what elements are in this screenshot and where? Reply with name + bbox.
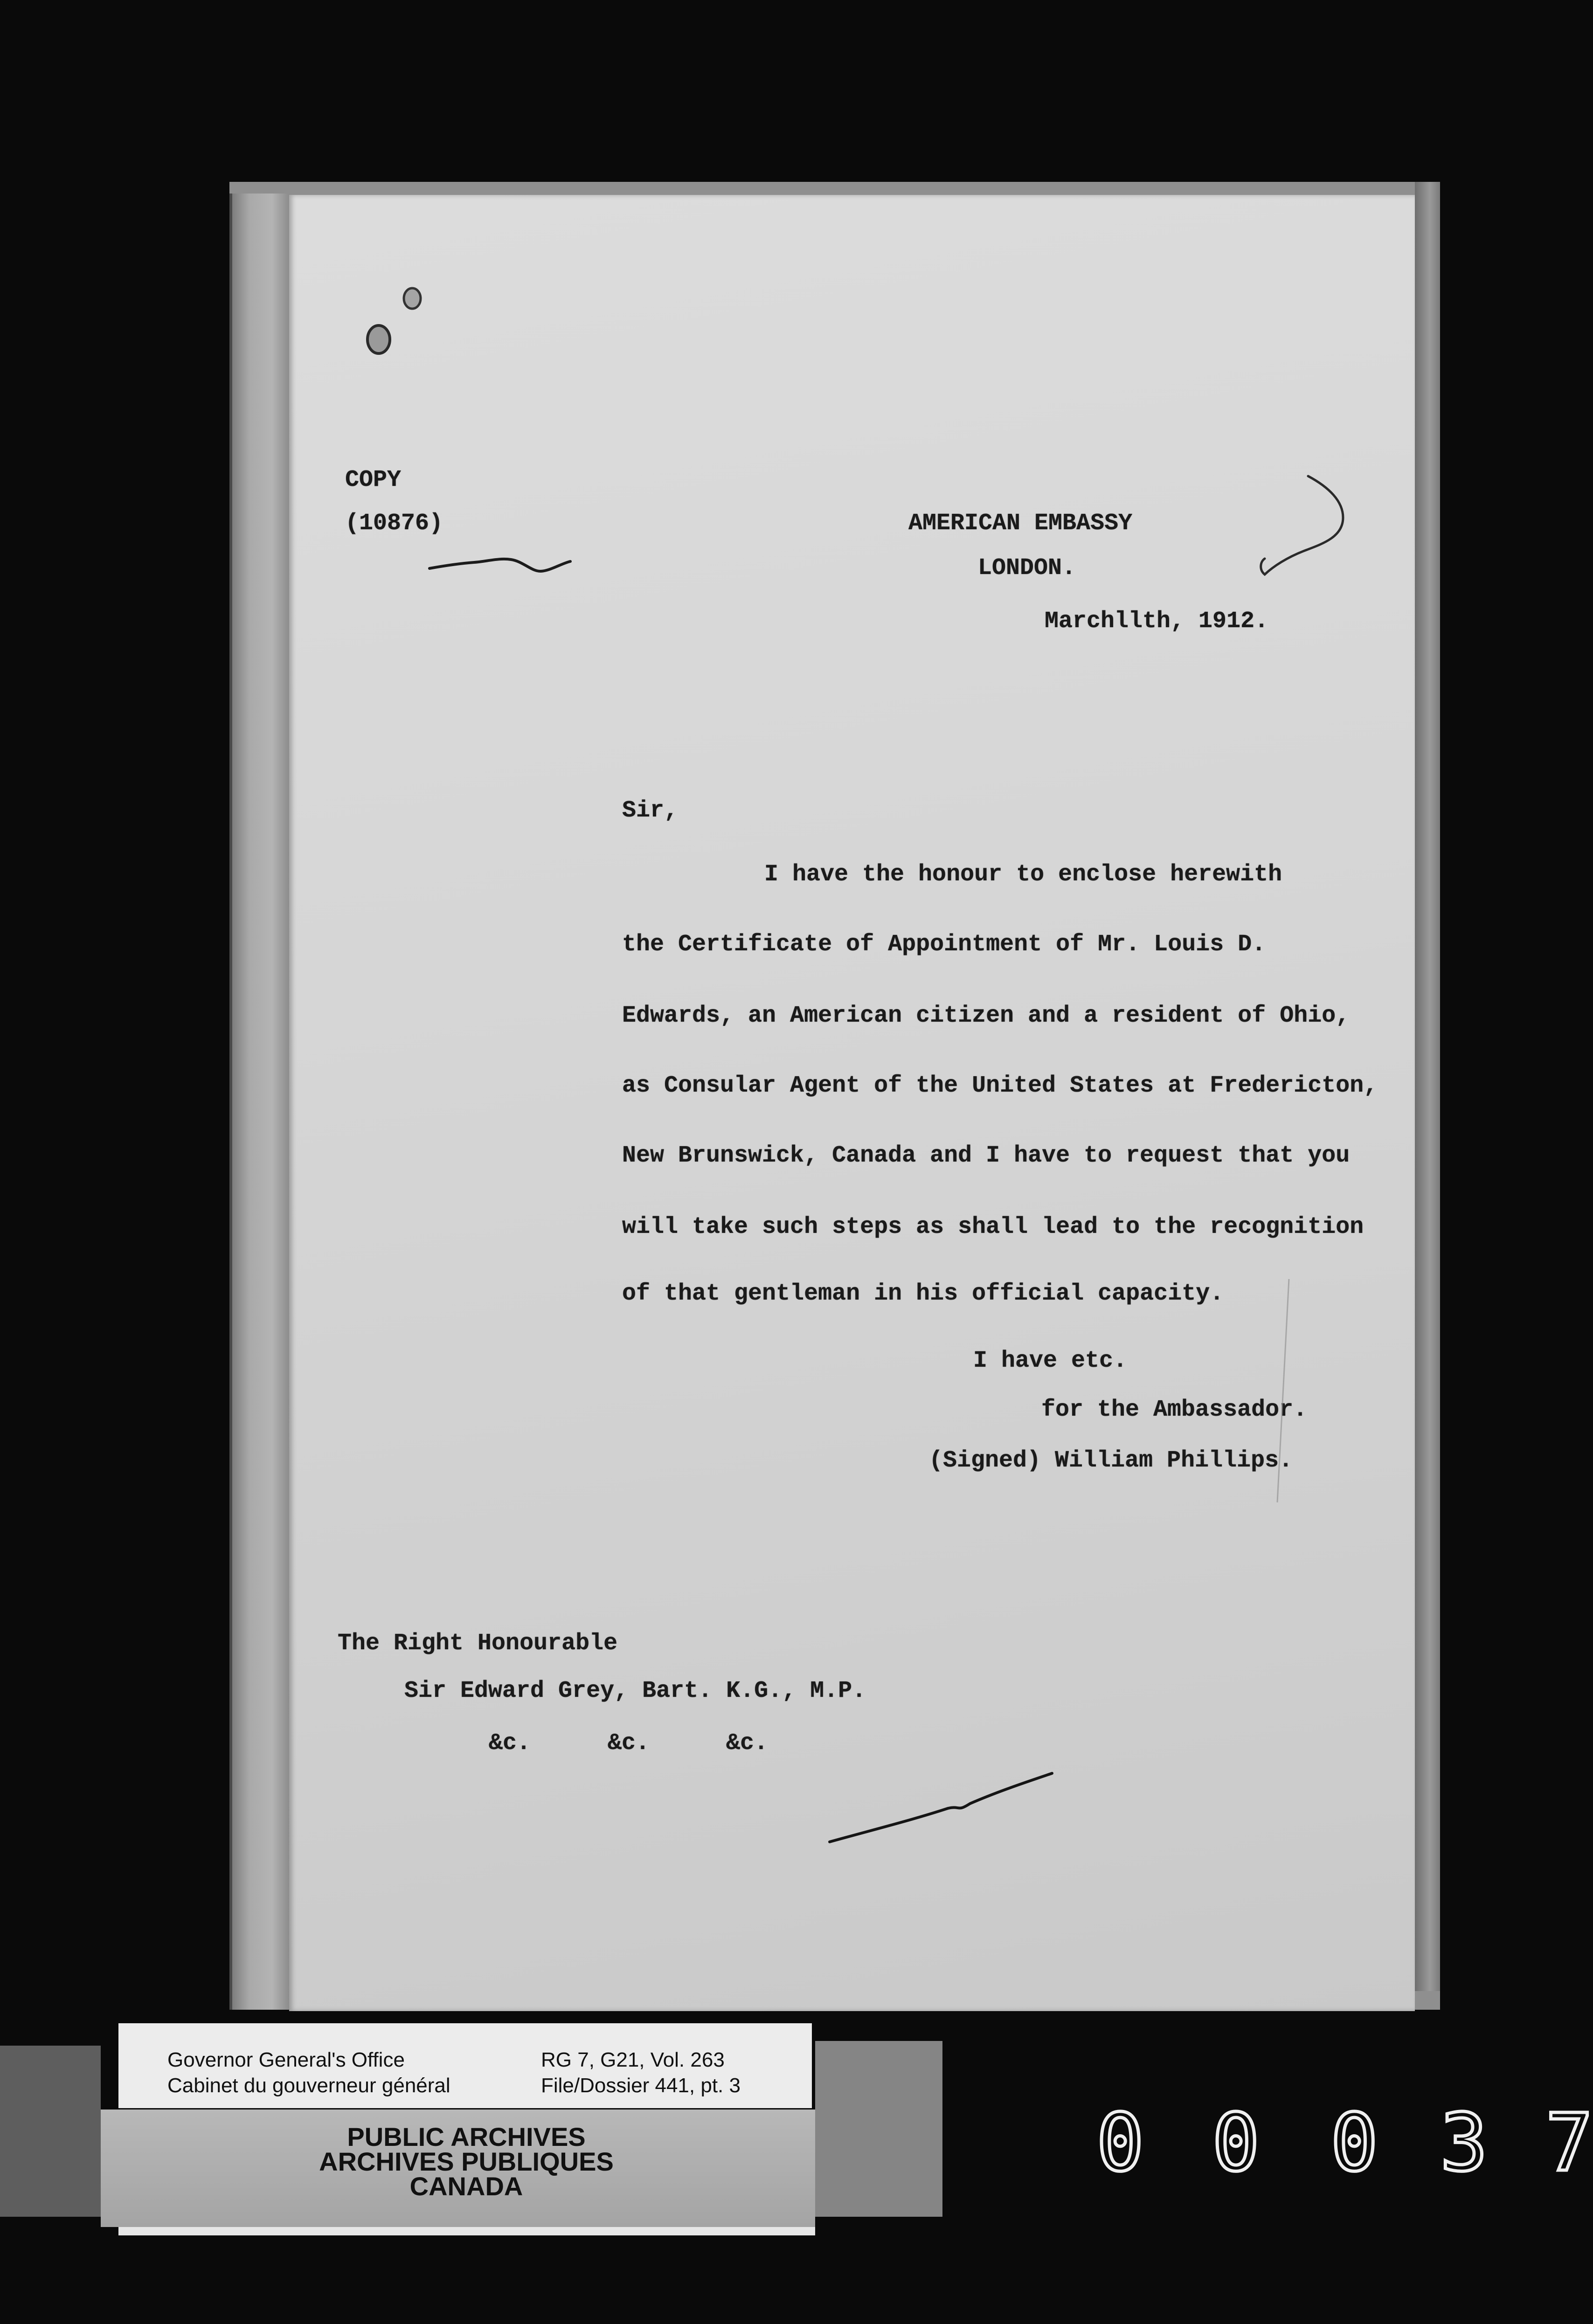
salutation: Sir, — [622, 797, 679, 824]
body-line: as Consular Agent of the United States at Fredericton, — [622, 1072, 1378, 1099]
letter-page — [289, 195, 1415, 2011]
sender-heading: AMERICAN EMBASSY — [908, 510, 1133, 537]
stamp-line: ARCHIVES PUBLIQUES — [319, 2147, 614, 2176]
frame-number — [1073, 2089, 1593, 2201]
letter-date: Marchllth, 1912. — [1045, 608, 1269, 635]
body-line: will take such steps as shall lead to the recognition — [622, 1214, 1364, 1240]
copy-label: COPY — [345, 467, 402, 493]
signature-line: (Signed) William Phillips. — [929, 1447, 1293, 1474]
addressee-etc: &c. — [489, 1730, 531, 1757]
body-line: of that gentleman in his official capacity. — [622, 1280, 1224, 1307]
body-line: the Certificate of Appointment of Mr. Louis D. — [622, 931, 1266, 958]
addressee-name: Sir Edward Grey, Bart. K.G., M.P. — [404, 1678, 866, 1704]
addressee-title: The Right Honourable — [338, 1630, 618, 1657]
addressee-etc: &c. — [726, 1730, 769, 1757]
stamp-text — [187, 2124, 746, 2199]
reference-number: (10876) — [345, 510, 443, 537]
closing-line: for the Ambassador. — [1041, 1397, 1308, 1423]
record-group-reference: RG 7, G21, Vol. 263 — [541, 2048, 725, 2071]
sender-city: LONDON. — [978, 555, 1076, 581]
frame-digit: 7 — [1545, 2097, 1593, 2189]
frame-digit: 3 — [1440, 2097, 1488, 2189]
film-edge-block — [815, 2041, 942, 2217]
office-name-french: Cabinet du gouverneur général — [167, 2074, 450, 2097]
stamp-divider — [118, 2227, 815, 2235]
body-line: I have the honour to enclose herewith — [764, 861, 1282, 888]
frame-digit: 0 — [1096, 2097, 1144, 2189]
stamp-line: CANADA — [409, 2172, 523, 2201]
frame-digit: 0 — [1212, 2097, 1260, 2189]
file-reference: File/Dossier 441, pt. 3 — [541, 2074, 741, 2097]
office-name-english: Governor General's Office — [167, 2048, 405, 2071]
body-line: New Brunswick, Canada and I have to request that you — [622, 1142, 1350, 1169]
closing-line: I have etc. — [973, 1348, 1128, 1374]
right-sheet-edge — [1415, 182, 1440, 1991]
left-folded-edge — [229, 194, 289, 2010]
film-edge-block — [0, 2046, 101, 2217]
frame-digit: 0 — [1330, 2097, 1378, 2189]
stamp-line: PUBLIC ARCHIVES — [347, 2122, 586, 2151]
addressee-etc: &c. — [608, 1730, 650, 1757]
body-line: Edwards, an American citizen and a resident of Ohio, — [622, 1003, 1350, 1029]
